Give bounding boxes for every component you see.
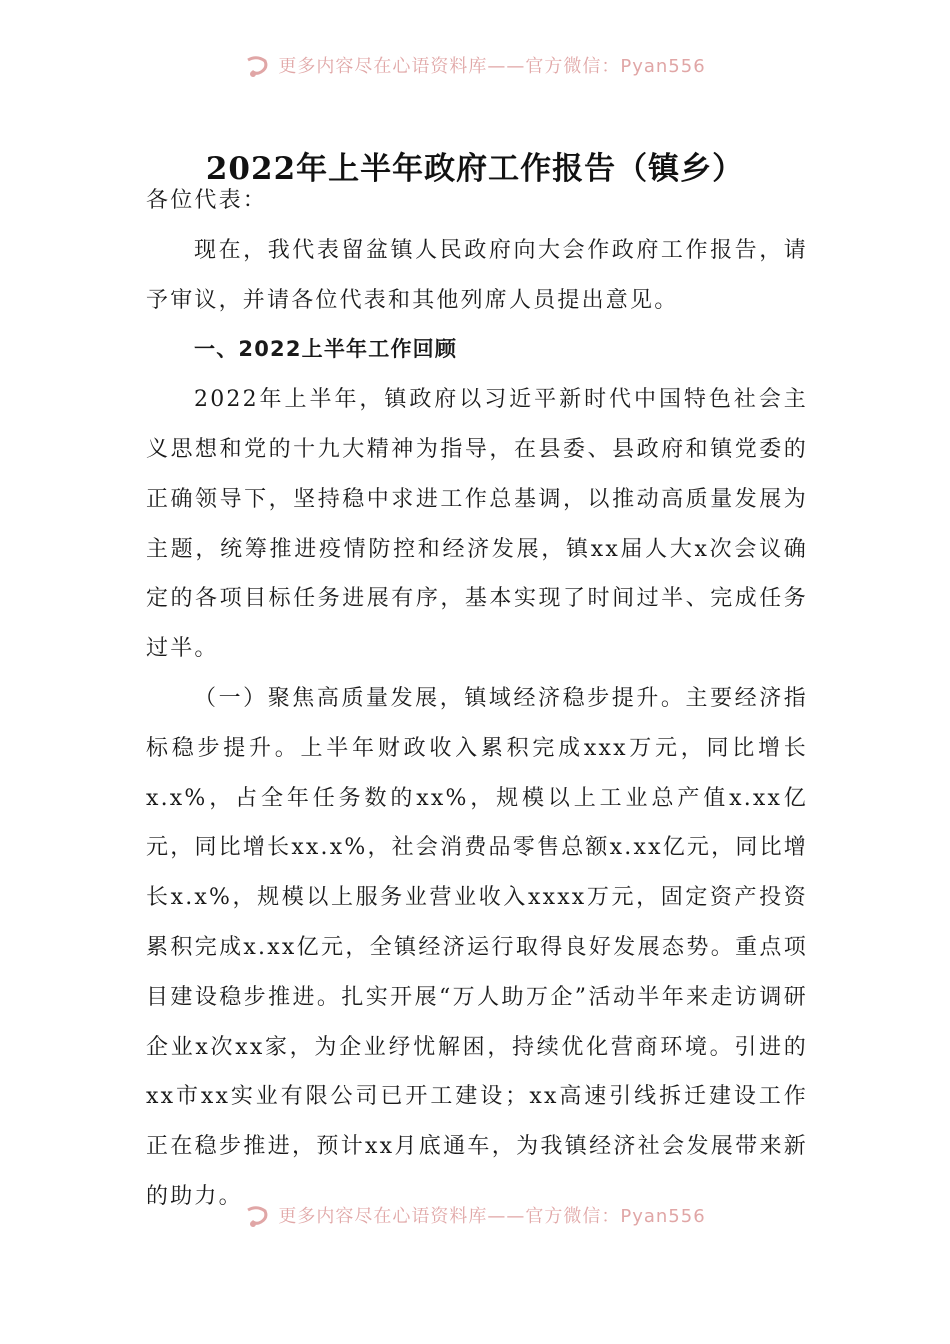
document-body bbox=[146, 176, 808, 1222]
watermark-top bbox=[0, 56, 950, 88]
body-paragraph: （一）聚焦高质量发展，镇域经济稳步提升。主要经济指标稳步提升。上半年财政收入累积完成xxx万元，同比增长x.x%，占全年任务数的xx%，规模以上工业总产值x.xx亿元，同比增长xx.x%，社会消费品零售总额x.xx亿元，同比增长x.x%，规模以上服务业营业收入xxxx万元，固定资产投资累积完成x.xx亿元，全镇经济运行取得良好发展态势。重点项目建设稳步推进。扎实开展“万人助万企”活动半年来走访调研企业x次xx家，为企业纾忧解困，持续优化营商环境。引进的xx市xx实业有限公司已开工建设；xx高速引线拆迁建设工作正在稳步推进，预计xx月底通车，为我镇经济社会发展带来新的助力。 bbox=[146, 685, 808, 1209]
page-title: 2022年上半年政府工作报告（镇乡） bbox=[205, 150, 745, 187]
watermark-bottom bbox=[0, 1206, 950, 1238]
body-paragraph: 2022年上半年，镇政府以习近平新时代中国特色社会主义思想和党的十九大精神为指导，在县委、县政府和镇党委的正确领导下，坚持稳中求进工作总基调，以推动高质量发展为主题，统筹推进疫情防控和经济发展，镇xx届人大x次会议确定的各项目标任务进展有序，基本实现了时间过半、完成任务过半。 bbox=[146, 387, 808, 662]
watermark-logo-icon bbox=[244, 56, 270, 80]
watermark-logo-icon bbox=[244, 1206, 270, 1230]
watermark-text: 更多内容尽在心语资料库——官方微信：Pyan556 bbox=[278, 56, 706, 77]
salutation: 各位代表： bbox=[146, 188, 268, 213]
intro-paragraph: 现在，我代表留盆镇人民政府向大会作政府工作报告，请予审议，并请各位代表和其他列席人员提出意见。 bbox=[146, 237, 808, 313]
watermark-text: 更多内容尽在心语资料库——官方微信：Pyan556 bbox=[278, 1206, 706, 1227]
section-heading: 一、2022上半年工作回顾 bbox=[194, 337, 458, 362]
